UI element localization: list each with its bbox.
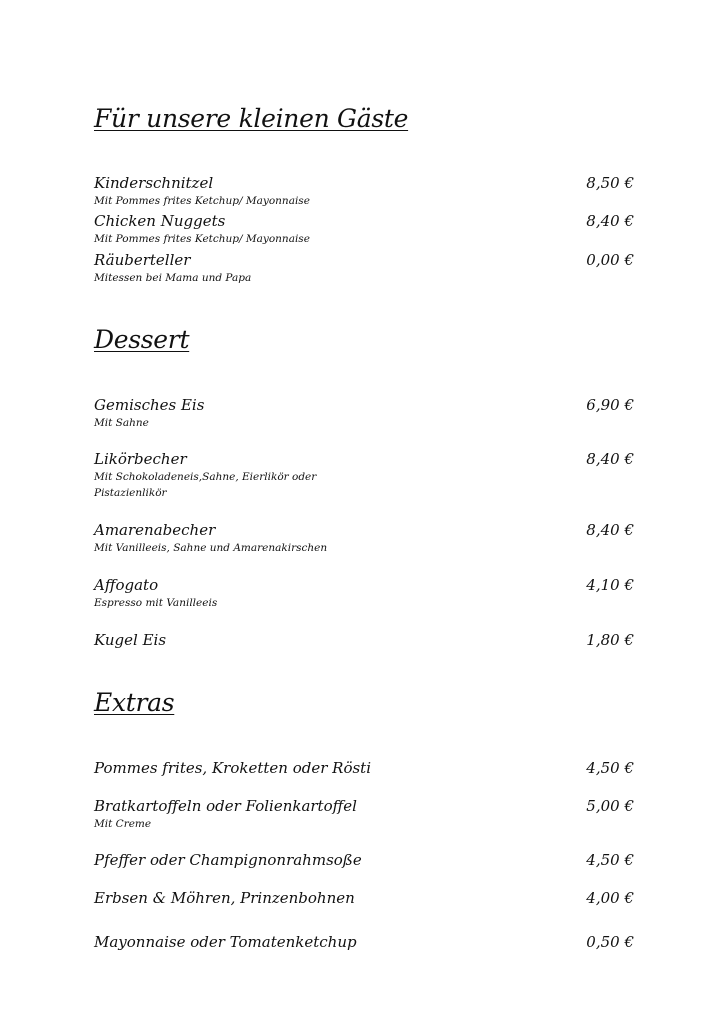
item-price: 8,40 € xyxy=(586,450,634,468)
item-name: Pommes frites, Kroketten oder Rösti xyxy=(94,759,371,777)
item-description: Mit Pommes frites Ketchup/ Mayonnaise xyxy=(94,233,310,245)
menu-item xyxy=(94,212,634,247)
item-description: Mit Schokoladeneis,Sahne, Eierlikör oder Pistazienlikör xyxy=(94,471,317,499)
item-name: Gemisches Eis xyxy=(94,396,205,414)
item-description: Mit Creme xyxy=(94,818,152,830)
item-price: 4,00 € xyxy=(586,889,634,907)
menu-item xyxy=(94,174,634,209)
item-name: Erbsen & Möhren, Prinzenbohnen xyxy=(94,889,355,907)
item-price: 0,50 € xyxy=(586,933,634,951)
item-description: Mitessen bei Mama und Papa xyxy=(94,272,252,284)
menu-item xyxy=(94,631,634,650)
item-price: 8,50 € xyxy=(586,174,634,192)
item-name: Affogato xyxy=(94,576,159,594)
item-price: 0,00 € xyxy=(586,251,634,269)
item-description: Espresso mit Vanilleeis xyxy=(94,597,218,609)
item-price: 5,00 € xyxy=(586,797,634,815)
item-name: Räuberteller xyxy=(94,251,191,269)
section-title-dessert: Dessert xyxy=(94,325,190,354)
item-price: 1,80 € xyxy=(586,631,634,649)
item-name: Mayonnaise oder Tomatenketchup xyxy=(94,933,357,951)
menu-item xyxy=(94,851,634,870)
menu-item xyxy=(94,396,634,431)
item-price: 4,50 € xyxy=(586,759,634,777)
item-name: Bratkartoffeln oder Folienkartoffel xyxy=(94,797,357,815)
item-description: Mit Pommes frites Ketchup/ Mayonnaise xyxy=(94,195,310,207)
menu-item xyxy=(94,759,634,778)
item-name: Pfeffer oder Champignonrahmsoße xyxy=(94,851,362,869)
item-description: Mit Vanilleeis, Sahne und Amarenakirschen xyxy=(94,542,328,554)
section-title-kids: Für unsere kleinen Gäste xyxy=(94,104,409,133)
menu-item xyxy=(94,521,634,556)
item-name: Likörbecher xyxy=(94,450,187,468)
item-name: Kinderschnitzel xyxy=(94,174,214,192)
item-name: Amarenabecher xyxy=(94,521,216,539)
section-title-extras: Extras xyxy=(94,688,175,717)
item-price: 4,50 € xyxy=(586,851,634,869)
menu-item xyxy=(94,933,634,952)
item-price: 6,90 € xyxy=(586,396,634,414)
item-description: Mit Sahne xyxy=(94,417,149,429)
menu-item xyxy=(94,797,634,832)
item-price: 8,40 € xyxy=(586,521,634,539)
item-price: 4,10 € xyxy=(586,576,634,594)
menu-item xyxy=(94,576,634,611)
item-name: Chicken Nuggets xyxy=(94,212,226,230)
menu-item xyxy=(94,251,634,286)
menu-item xyxy=(94,450,634,501)
item-name: Kugel Eis xyxy=(94,631,167,649)
menu-item xyxy=(94,889,634,908)
item-price: 8,40 € xyxy=(586,212,634,230)
